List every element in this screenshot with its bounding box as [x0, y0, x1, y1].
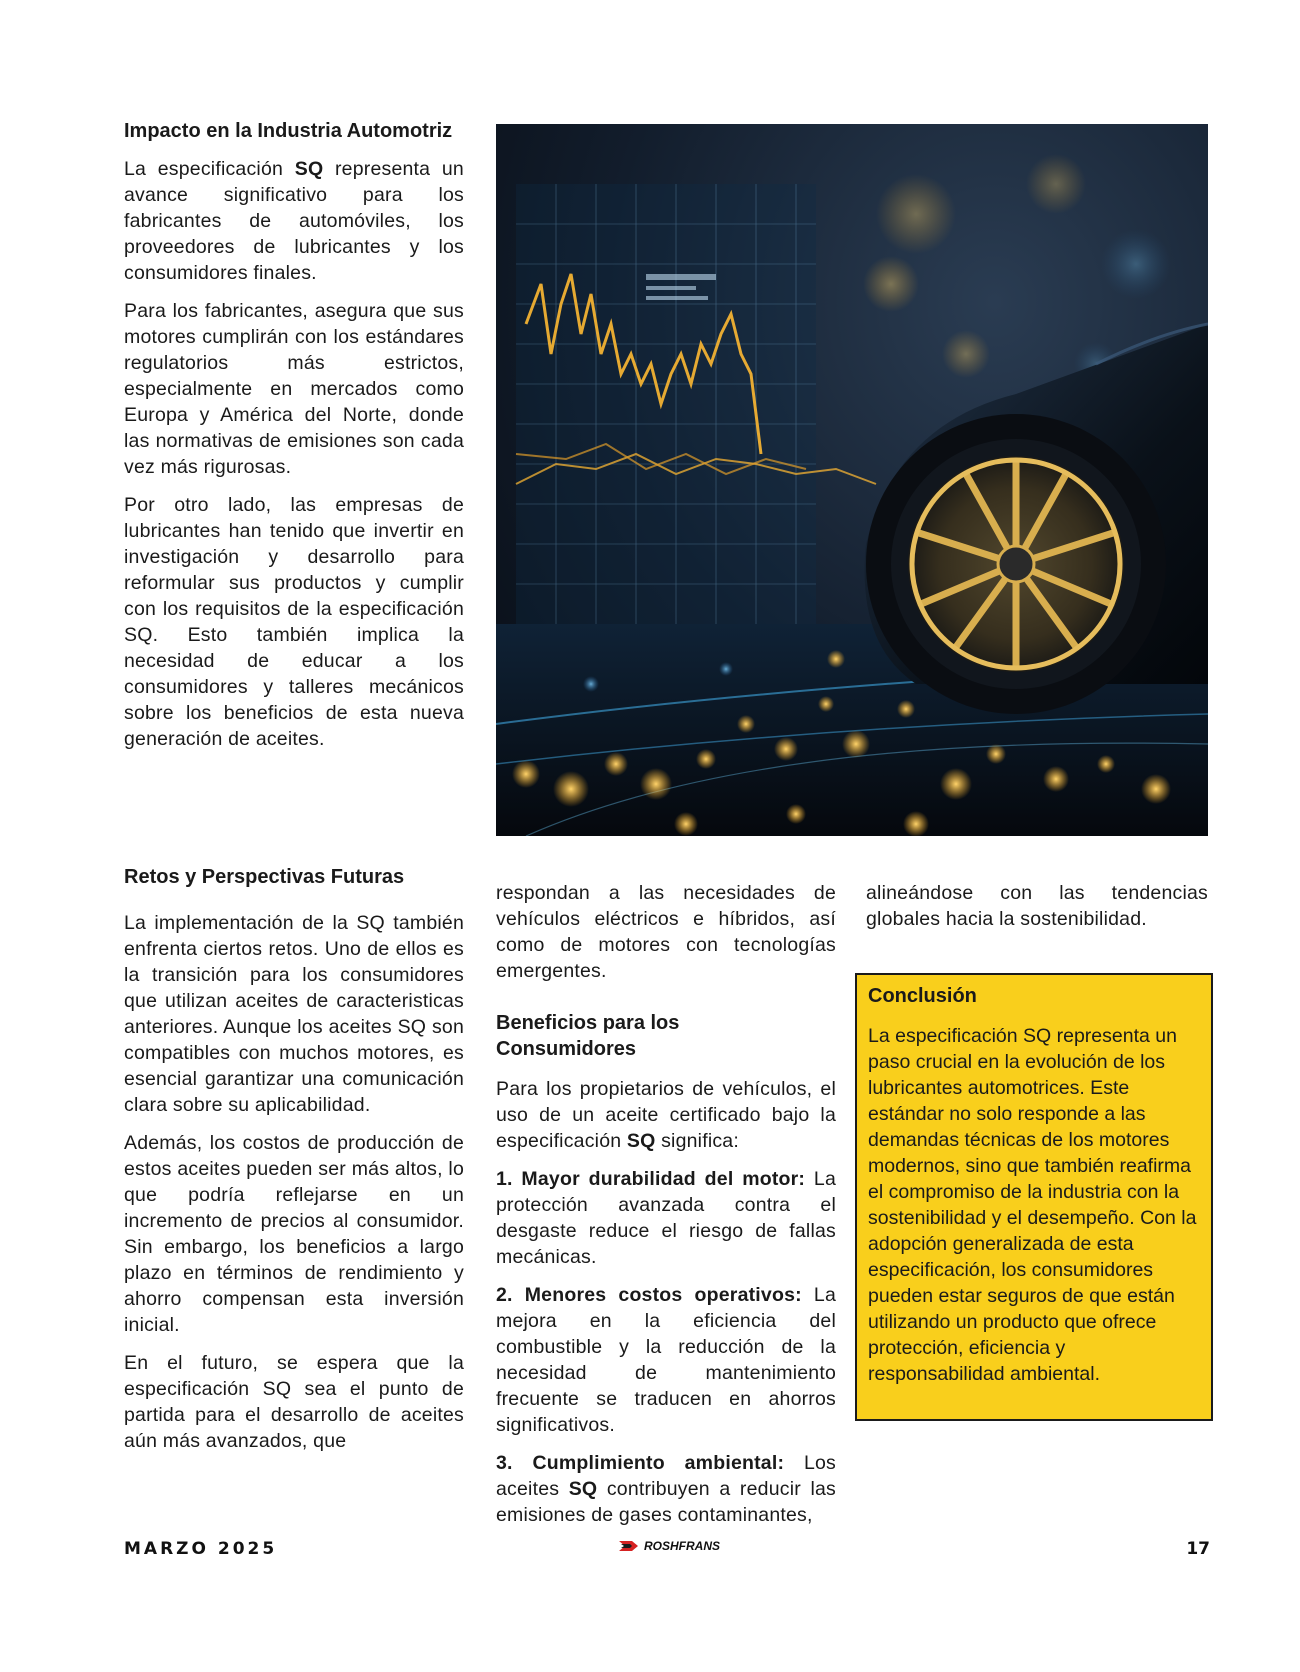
- conclusion-title: Conclusión: [868, 985, 977, 1007]
- paragraph-retos-3: En el futuro, se espera que la especificación SQ sea el punto de partida para el desarrollo de aceites aún más avanzados, que: [124, 1352, 464, 1452]
- bold-sq: SQ: [294, 158, 324, 180]
- paragraph-retos-1: La implementación de la SQ también enfrenta ciertos retos. Uno de ellos es la transición para los consumidores que utilizan aceites de caracteristicas anteriores. Aunque los aceites SQ son compatibles con muchos motores, es esencial garantizar una comunicación clara sobre su aplicabilidad.: [124, 912, 464, 1116]
- list-item-text: contribuyen a reducir las emisiones de gases contaminantes,: [496, 1478, 836, 1526]
- bold-sq: SQ: [568, 1478, 598, 1500]
- list-item-ambiental-continued: alineándose con las tendencias globales hacia la sostenibilidad.: [866, 882, 1208, 930]
- bold-sq: SQ: [626, 1130, 656, 1152]
- paragraph-impacto-2: Para los fabricantes, asegura que sus motores cumplirán con los estándares regulatorios más estrictos, especialmente en mercados como Europa y América del Norte, donde las normativas de emisiones son cada vez más rigurosas.: [124, 300, 464, 478]
- list-item-text: La protección avanzada contra el desgaste reduce el riesgo de fallas mecánicas.: [496, 1168, 836, 1268]
- list-item-durabilidad: [496, 1166, 836, 1270]
- list-item-costos: [496, 1282, 836, 1438]
- list-item-title: 1. Mayor durabilidad del motor:: [496, 1168, 806, 1190]
- text-span: significa:: [655, 1130, 739, 1152]
- text-span: representa un avance significativo para los fabricantes de automóviles, los proveedores de lubricantes y los consumidores finales.: [124, 158, 464, 284]
- paragraph-impacto-3: Por otro lado, las empresas de lubricantes han tenido que invertir en investigación y desarrollo para reformular sus productos y cumplir con los requisitos de la especificación SQ. Esto también implica la necesidad de educar a los consumidores y talleres mecánicos sobre los beneficios de esta nueva generación de aceites.: [124, 494, 464, 750]
- roshfrans-logo-icon: [618, 1539, 640, 1553]
- list-item-text: La mejora en la eficiencia del combustible y la reducción de la necesidad de mantenimiento frecuente se traducen en ahorros significativos.: [496, 1284, 836, 1436]
- column-right: [866, 880, 1208, 944]
- conclusion-text: La especificación SQ representa un paso crucial en la evolución de los lubricantes automotrices. Este estándar no solo responde a las demandas técnicas de los motores modernos, sino que también reafirma el compromiso de la industria con la sostenibilidad y el desempeño. Con la adopción generalizada de esta especificación, los consumidores pueden estar seguros de que están utilizando un producto que ofrece protección, eficiencia y responsabilidad ambiental.: [868, 1025, 1197, 1385]
- paragraph-impacto-1: [124, 156, 464, 286]
- list-item-title: 2. Menores costos operativos:: [496, 1284, 802, 1306]
- text-span: La especificación: [124, 158, 295, 180]
- paragraph-retos-3-continued: respondan a las necesidades de vehículos eléctricos e híbridos, así como de motores con tecnologías emergentes.: [496, 882, 836, 982]
- hero-image-car-chart: [496, 124, 1208, 836]
- list-item-ambiental: [496, 1450, 836, 1528]
- text-span: Para los propietarios de vehículos, el uso de un aceite certificado bajo la especificación: [496, 1078, 836, 1152]
- hero-illustration: [496, 124, 1208, 836]
- section-impacto: [124, 118, 464, 764]
- spacer: [124, 902, 464, 910]
- page-footer: [0, 1539, 1300, 1569]
- paragraph-retos-2: Además, los costos de producción de estos aceites pueden ser más altos, lo que podría reflejarse en un incremento de precios al consumidor. Sin embargo, los beneficios a largo plazo en términos de rendimiento y ahorro compensan esta inversión inicial.: [124, 1132, 464, 1336]
- roshfrans-logo: [618, 1539, 720, 1553]
- logo-text: ROSHFRANS: [644, 1539, 721, 1553]
- column-middle: [496, 880, 836, 1540]
- section-title-beneficios: Beneficios para los Consumidores: [496, 1012, 680, 1060]
- spacer: [496, 996, 836, 1010]
- section-title-retos: Retos y Perspectivas Futuras: [124, 866, 405, 888]
- section-retos: [124, 864, 464, 1466]
- page-number: 17: [1186, 1539, 1210, 1559]
- footer-date: MARZO 2025: [124, 1539, 278, 1559]
- section-title-impacto: Impacto en la Industria Automotriz: [124, 120, 453, 142]
- conclusion-box: [855, 973, 1213, 1421]
- paragraph-beneficios-intro: [496, 1076, 836, 1154]
- list-item-text: Los aceites: [496, 1452, 836, 1500]
- list-item-title: 3. Cumplimiento ambiental:: [496, 1452, 785, 1474]
